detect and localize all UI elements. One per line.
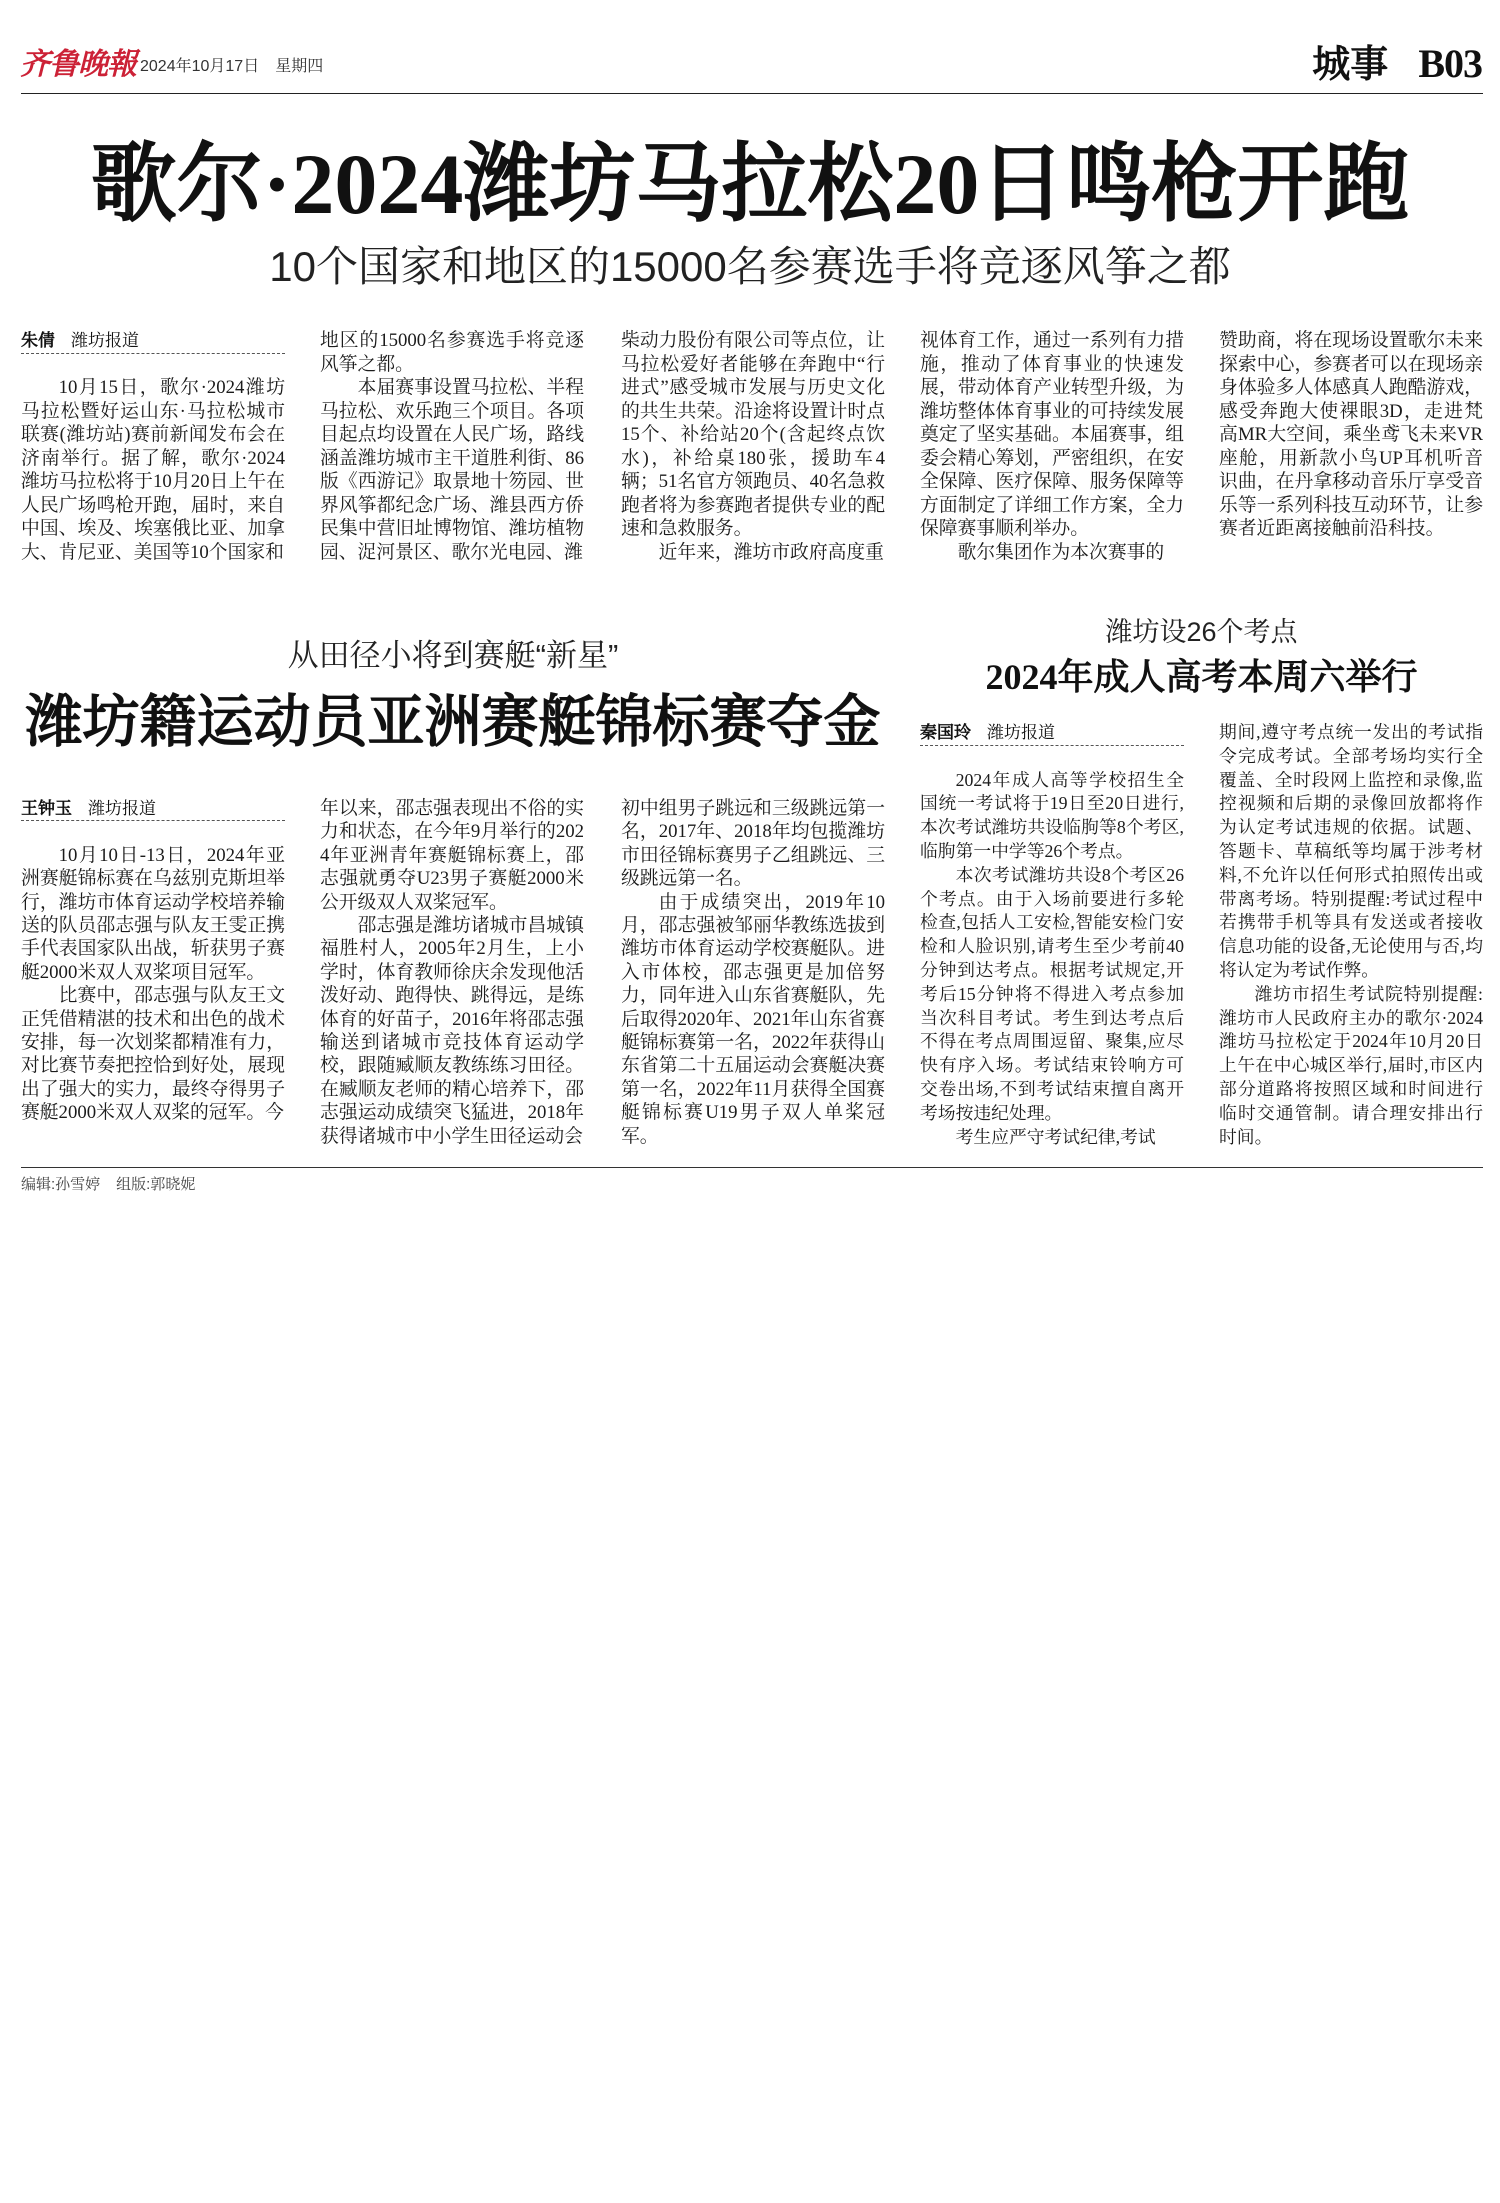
editor-credit: 编辑:孙雪婷	[21, 1176, 101, 1193]
byline-source: 潍坊报道	[987, 723, 1055, 742]
lead-headline: 歌尔·2024潍坊马拉松20日鸣枪开跑	[90, 136, 1410, 232]
rowing-headline: 潍坊籍运动员亚洲赛艇锦标赛夺金	[25, 691, 881, 754]
byline-source: 潍坊报道	[88, 799, 156, 818]
marathon-column-3	[621, 329, 885, 564]
footer-rule	[21, 1167, 1483, 1168]
article-paragraph: 年以来，邵志强表现出不俗的实力和状态，在今年9月举行的2024年亚洲青年赛艇锦标赛上，邵志强就勇夺U23男子赛艇2000米公开级双人双桨冠军。	[320, 798, 584, 913]
section-name: 城事	[1312, 44, 1389, 86]
layout-credit: 组版:郭晓妮	[116, 1176, 196, 1193]
article-paragraph: 本届赛事设置马拉松、半程马拉松、欢乐跑三个项目。各项目起点均设置在人民广场，路线涵盖潍坊城市主干道胜利街、86版《西游记》取景地十笏园、世界风筝都纪念广场、潍县西方侨民集中营旧址博物馆、潍坊植物园、浞河景区、歌尔光电园、潍	[320, 377, 584, 563]
article-paragraph: 初中组男子跳远和三级跳远第一名，2017年、2018年均包揽潍坊市田径锦标赛男子乙组跳远、三级跳远第一名。	[621, 798, 885, 890]
marathon-column-5	[1219, 329, 1483, 541]
article-paragraph: 潍坊市招生考试院特别提醒:潍坊市人民政府主办的歌尔·2024潍坊马拉松定于2024年10月20日上午在中心城区举行,届时,市区内部分道路将按照区域和时间进行临时交通管制。请合理安排出行时间。	[1219, 983, 1483, 1147]
header-rule	[21, 93, 1483, 94]
reporter-name: 朱倩	[21, 331, 55, 350]
issue-date: 2024年10月17日	[140, 58, 260, 75]
byline	[21, 329, 285, 354]
issue-weekday: 星期四	[275, 58, 324, 75]
byline	[21, 797, 285, 821]
lead-subheadline: 10个国家和地区的15000名参赛选手将竞逐风筝之都	[269, 243, 1231, 290]
article-paragraph: 10月10日-13日，2024年亚洲赛艇锦标赛在乌兹别克斯坦举行，潍坊市体育运动学校培养输送的队员邵志强与队友王雯正携手代表国家队出战，斩获男子赛艇2000米双人双桨项目冠军。	[21, 844, 285, 983]
article-paragraph: 邵志强是潍坊诸城市昌城镇福胜村人，2005年2月生，上小学时，体育教师徐庆余发现他活泼好动、跑得快、跳得远，是练体育的好苗子，2016年将邵志强输送到诸城市竞技体育运动学校，跟随臧顺友教练练习田径。在臧顺友老师的精心培养下，邵志强运动成绩突飞猛进，2018年获得诸城市中小学生田径运动会	[320, 915, 584, 1147]
reporter-name: 王钟玉	[21, 799, 72, 818]
marathon-column-1	[21, 329, 285, 564]
masthead-logo: 齐鲁晚報	[20, 48, 136, 81]
byline-source: 潍坊报道	[71, 331, 139, 350]
marathon-column-2	[320, 329, 584, 564]
article-paragraph: 比赛中，邵志强与队友王文正凭借精湛的技术和出色的战术安排，每一次划桨都精准有力，对比赛节奏把控恰到好处，展现出了强大的实力，最终夺得男子赛艇2000米双人双桨的冠军。今	[21, 985, 285, 1124]
article-paragraph: 由于成绩突出，2019年10月，邵志强被邹丽华教练选拔到潍坊市体育运动学校赛艇队。进入市体校，邵志强更是加倍努力，同年进入山东省赛艇队，先后取得2020年、2021年山东省赛艇锦标赛第一名，2022年获得山东省第二十五届运动会赛艇决赛第一名，2022年11月获得全国赛艇锦标赛U19男子双人单桨冠军。	[621, 891, 885, 1147]
article-paragraph: 视体育工作，通过一系列有力措施，推动了体育事业的快速发展，带动体育产业转型升级，为潍坊整体体育事业的可持续发展奠定了坚实基础。本届赛事，组委会精心筹划，严密组织，在安全保障、医疗保障、服务保障等方面制定了详细工作方案，全力保障赛事顺利举办。	[920, 330, 1184, 539]
article-paragraph: 赞助商，将在现场设置歌尔未来探索中心，参赛者可以在现场亲身体验多人体感真人跑酷游戏，感受奔跑大使裸眼3D，走进梵高MR大空间，乘坐鸢飞未来VR座舱，用新款小鸟UP耳机听音识曲，在丹拿移动音乐厅享受音乐等一系列科技互动环节，让参赛者近距离接触前沿科技。	[1219, 330, 1483, 539]
article-paragraph: 本次考试潍坊共设8个考区26个考点。由于入场前要进行多轮检查,包括人工安检,智能安检门安检和人脸识别,请考生至少考前40分钟到达考点。根据考试规定,开考后15分钟将不得进入考点参加当次科目考试。考生到达考点后不得在考点周围逗留、聚集,应尽快有序入场。考试结束铃响方可交卷出场,不到考试结束擅自离开考场按违纪处理。	[920, 864, 1184, 1123]
page-credits	[21, 1175, 195, 1195]
article-paragraph: 考生应严守考试纪律,考试	[955, 1126, 1156, 1147]
rowing-column-3	[621, 797, 885, 1148]
rowing-kicker: 从田径小将到赛艇“新星”	[287, 638, 619, 673]
rowing-column-1	[21, 797, 285, 1125]
exam-headline: 2024年成人高考本周六举行	[985, 657, 1418, 697]
marathon-column-4	[920, 329, 1184, 564]
page-number: B03	[1418, 41, 1482, 86]
article-paragraph: 2024年成人高等学校招生全国统一考试将于19日至20日进行,本次考试潍坊共设临朐等8个考区,临朐第一中学等26个考点。	[920, 769, 1184, 861]
article-paragraph: 期间,遵守考点统一发出的考试指令完成考试。全部考场均实行全覆盖、全时段网上监控和录像,监控视频和后期的录像回放都将作为认定考试违规的依据。试题、答题卡、草稿纸等均属于涉考材料,不允许以任何形式拍照传出或带离考场。特别提醒:考试过程中若携带手机等具有发送或者接收信息功能的设备,无论使用与否,均将认定为考试作弊。	[1219, 722, 1483, 980]
exam-kicker: 潍坊设26个考点	[1105, 617, 1298, 647]
article-paragraph: 柴动力股份有限公司等点位，让马拉松爱好者能够在奔跑中“行进式”感受城市发展与历史文化的共生共荣。沿途将设置计时点15个、补给站20个(含起终点饮水)，补给桌180张，援助车4辆；51名官方领跑员、40名急救跑者将为参赛跑者提供专业的配速和急救服务。	[621, 330, 885, 539]
rowing-column-2	[320, 797, 584, 1148]
article-paragraph: 10月15日，歌尔·2024潍坊马拉松暨好运山东·马拉松城市联赛(潍坊站)赛前新闻发布会在济南举行。据了解，歌尔·2024潍坊马拉松将于10月20日上午在人民广场鸣枪开跑，届时，来自中国、埃及、埃塞俄比亚、加拿大、肯尼亚、美国等10个国家和	[21, 377, 285, 563]
article-paragraph: 近年来，潍坊市政府高度重	[658, 541, 884, 563]
exam-column-1	[920, 721, 1184, 1149]
reporter-name: 秦国玲	[920, 723, 971, 742]
byline	[920, 721, 1184, 746]
article-paragraph: 歌尔集团作为本次赛事的	[957, 541, 1165, 563]
page-header	[1312, 40, 1482, 89]
article-paragraph: 地区的15000名参赛选手将竞逐风筝之都。	[320, 330, 584, 375]
exam-column-2	[1219, 721, 1483, 1149]
dateline	[140, 57, 323, 77]
